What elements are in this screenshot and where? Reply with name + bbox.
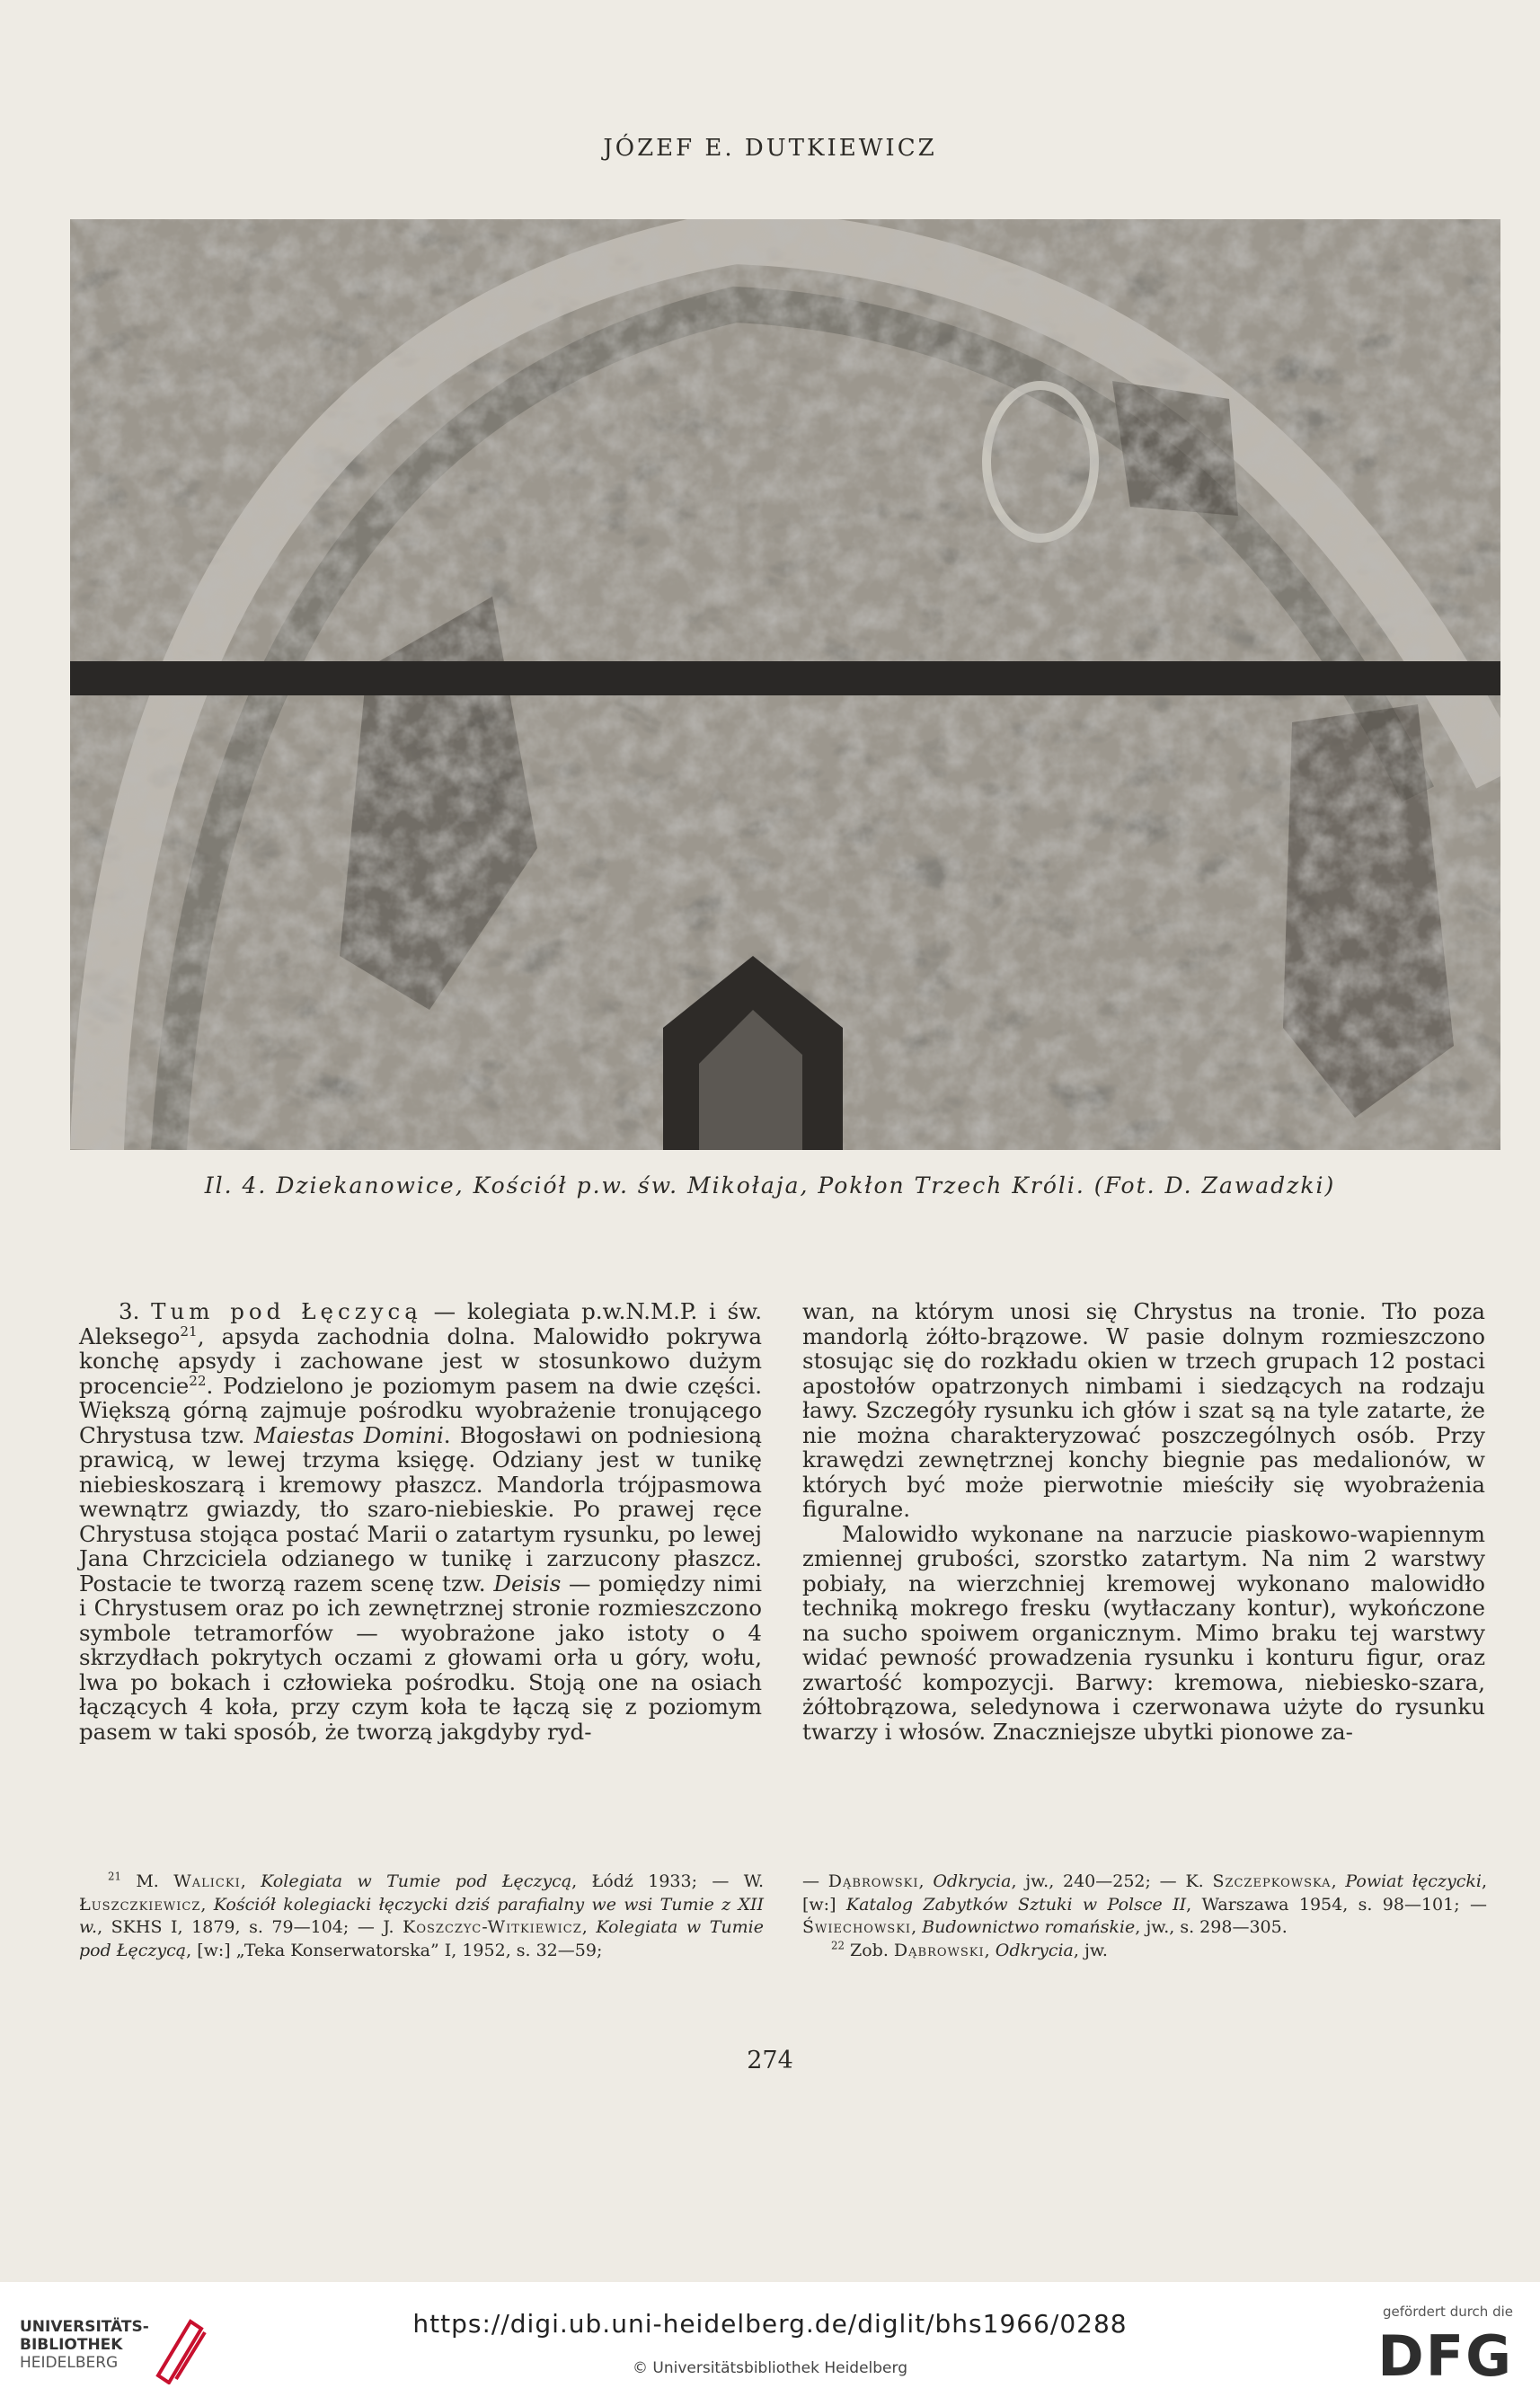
footnote-text: , jw. — [1073, 1940, 1108, 1960]
running-head-author: JÓZEF E. DUTKIEWICZ — [603, 135, 937, 162]
footnote-text: , jw., s. 298—305. — [1135, 1917, 1288, 1937]
footnote-text: Zob. — [844, 1940, 894, 1960]
footnote-ref-21: 21 — [180, 1322, 198, 1340]
footnote-22 — [802, 1940, 1487, 1963]
footnote-text: , Łódź 1933; — W. — [571, 1871, 764, 1891]
dfg-logo[interactable]: DFG — [1377, 2323, 1513, 2389]
paragraph-text: , apsyda zachodnia dolna. Malowidło pokrywa konchę apsydy i zachowane jest w stosunkowo dużym procencie — [79, 1322, 762, 1399]
footnote-text: — — [802, 1871, 828, 1891]
paragraph-text: — pomiędzy nimi i Chrystusem oraz po ich zewnętrznej stronie rozmieszczono symbole tetramorfów — wyobrażone jako istoty o 4 skrzydłach pokrytych oczami z głowami orła u góry, wołu, lwa po bokach i człowieka pośrodku. Stoją one na osiach łączących 4 koła, przy czym koła te łączą się z poziomym pasem w taki sposób, że tworzą jakgdyby ryd- — [79, 1570, 762, 1745]
paragraph — [79, 1299, 762, 1744]
work-title: Kolegiata w Tumie pod Łęczycą — [79, 1917, 764, 1960]
text-column-right — [802, 1299, 1485, 1744]
paragraph-text: . Błogosławi on podniesioną prawicą, w lewej trzyma księgę. Odziany jest w tunikę niebieskoszarą i kremowy płaszcz. Mandorla trójpasmowa wewnątrz gwiazdy, tło szaro-niebieskie. Po prawej ręce Chrystusa stojąca postać Marii o zatartym rysunku, po lewej Jana Chrzciciela odzianego w tunikę i zarzucony płaszcz. Postacie te tworzą razem scenę tzw. — [79, 1421, 762, 1597]
footnote-ref-22: 22 — [189, 1372, 207, 1389]
footnote-text: , — [200, 1894, 214, 1915]
author-name: Dąbrowski — [893, 1940, 985, 1960]
permalink-url[interactable]: https://digi.ub.uni-heidelberg.de/diglit/bhs1966/0288 — [412, 2309, 1128, 2339]
footnote-text: , — [984, 1940, 996, 1960]
work-title: Odkrycia — [933, 1871, 1012, 1891]
footnote-text: , [w:] — [802, 1871, 1487, 1915]
paragraph-text: — kolegiata p.w.N.M.P. i św. Aleksego — [79, 1298, 763, 1349]
work-title: Powiat łęczycki — [1345, 1871, 1482, 1891]
text-column-left — [79, 1299, 762, 1744]
footnote-text: M. — [120, 1871, 174, 1891]
footnote-21 — [79, 1871, 764, 1962]
work-title: Kościół kolegiacki łęczycki dziś parafialny we wsi Tumie z XII w. — [79, 1894, 764, 1937]
footnote-number: 22 — [831, 1939, 845, 1952]
paragraph-text: 3. — [119, 1298, 152, 1324]
figure-caption: Il. 4. Dziekanowice, Kościół p.w. św. Mikołaja, Pokłon Trzech Króli. (Fot. D. Zawadzki) — [204, 1172, 1336, 1198]
work-title: Budownictwo romańskie — [922, 1917, 1136, 1937]
footnote-text: , jw., 240—252; — K. — [1011, 1871, 1213, 1891]
page-number: 274 — [747, 2047, 793, 2074]
italic-term: Maiestas Domini — [253, 1421, 444, 1448]
work-title: Kolegiata w Tumie pod Łęczycą — [261, 1871, 572, 1891]
author-name: Walicki — [173, 1871, 241, 1891]
footnote-number: 21 — [108, 1870, 121, 1883]
library-name-line: UNIVERSITÄTS- — [20, 2318, 149, 2336]
author-name: Szczepkowska — [1212, 1871, 1332, 1891]
author-name: Świechowski — [802, 1917, 912, 1937]
footnotes-right — [802, 1871, 1487, 1962]
author-name: Dąbrowski — [828, 1871, 919, 1891]
paragraph: wan, na którym unosi się Chrystus na tronie. Tło poza mandorlą żółto-brązowe. W pasie dolnym rozmieszczono stosując się do rozkładu okien w trzech grupach 12 postaci apostołów opatrzonych nimbami i siedzących na rodzaju ławy. Szczegóły rysunku ich głów i szat są na tyle zatarte, że nie można charakteryzować poszczególnych osób. Przy krawędzi zewnętrznej konchy biegnie pas medalionów, w których być może pierwotnie mieściły się wyobrażenia figuralne. — [802, 1298, 1485, 1522]
footnote-text: , SKHS I, 1879, s. 79—104; — J. — [97, 1917, 403, 1937]
funding-label: gefördert durch die — [1383, 2304, 1513, 2320]
paragraph: Malowidło wykonane na narzucie piaskowo-wapiennym zmiennej grubości, szorstko zatartym. Na nim 2 warstwy pobiały, na wierzchniej kremowej wykonano malowidło techniką mokrego fresku (wytłaczany kontur), wykończone na sucho spoiwem organicznym. Mimo braku tej warstwy widać pewność prowadzenia rysunku i konturu figur, oraz zwartość kompozycji. Barwy: kremowa, niebiesko-szara, żółtobrązowa, seledynowa i czerwonawa użyte do rysunku twarzy i włosów. Znaczniejsze ubytki pionowe za- — [802, 1520, 1485, 1745]
footnote-text: , — [240, 1871, 261, 1891]
footnote-text: , — [581, 1917, 597, 1937]
library-name-line: HEIDELBERG — [20, 2354, 119, 2372]
footnote-text: , — [918, 1871, 934, 1891]
italic-term: Deisis — [493, 1570, 562, 1597]
footnote-text: , — [1331, 1871, 1346, 1891]
footnote-text: , [w:] „Teka Konserwatorska” I, 1952, s. 32—59; — [186, 1940, 603, 1960]
author-name: Koszczyc-Witkiewicz — [403, 1917, 582, 1937]
footnotes-left — [79, 1871, 764, 1962]
footnote-text: , — [911, 1917, 923, 1937]
work-title: Odkrycia — [995, 1940, 1074, 1960]
author-name: Łuszczkiewicz — [79, 1894, 201, 1915]
fresco-photograph — [70, 219, 1500, 1150]
section-heading: Tum pod Łęczycą — [151, 1298, 422, 1324]
library-name-line: BIBLIOTHEK — [20, 2336, 123, 2354]
footnote-text: , Warszawa 1954, s. 98—101; — — [1186, 1894, 1488, 1915]
paragraph-text: . Podzielono je poziomym pasem na dwie części. Większą górną zajmuje pośrodku wyobrażenie tronującego Chrystusa tzw. — [79, 1372, 762, 1448]
work-title: Katalog Zabytków Sztuki w Polsce II — [845, 1894, 1187, 1915]
viewer-footer-bar — [0, 2282, 1540, 2397]
footnote-21-continued — [802, 1871, 1487, 1940]
copyright-notice: © Universitätsbibliothek Heidelberg — [632, 2359, 907, 2377]
